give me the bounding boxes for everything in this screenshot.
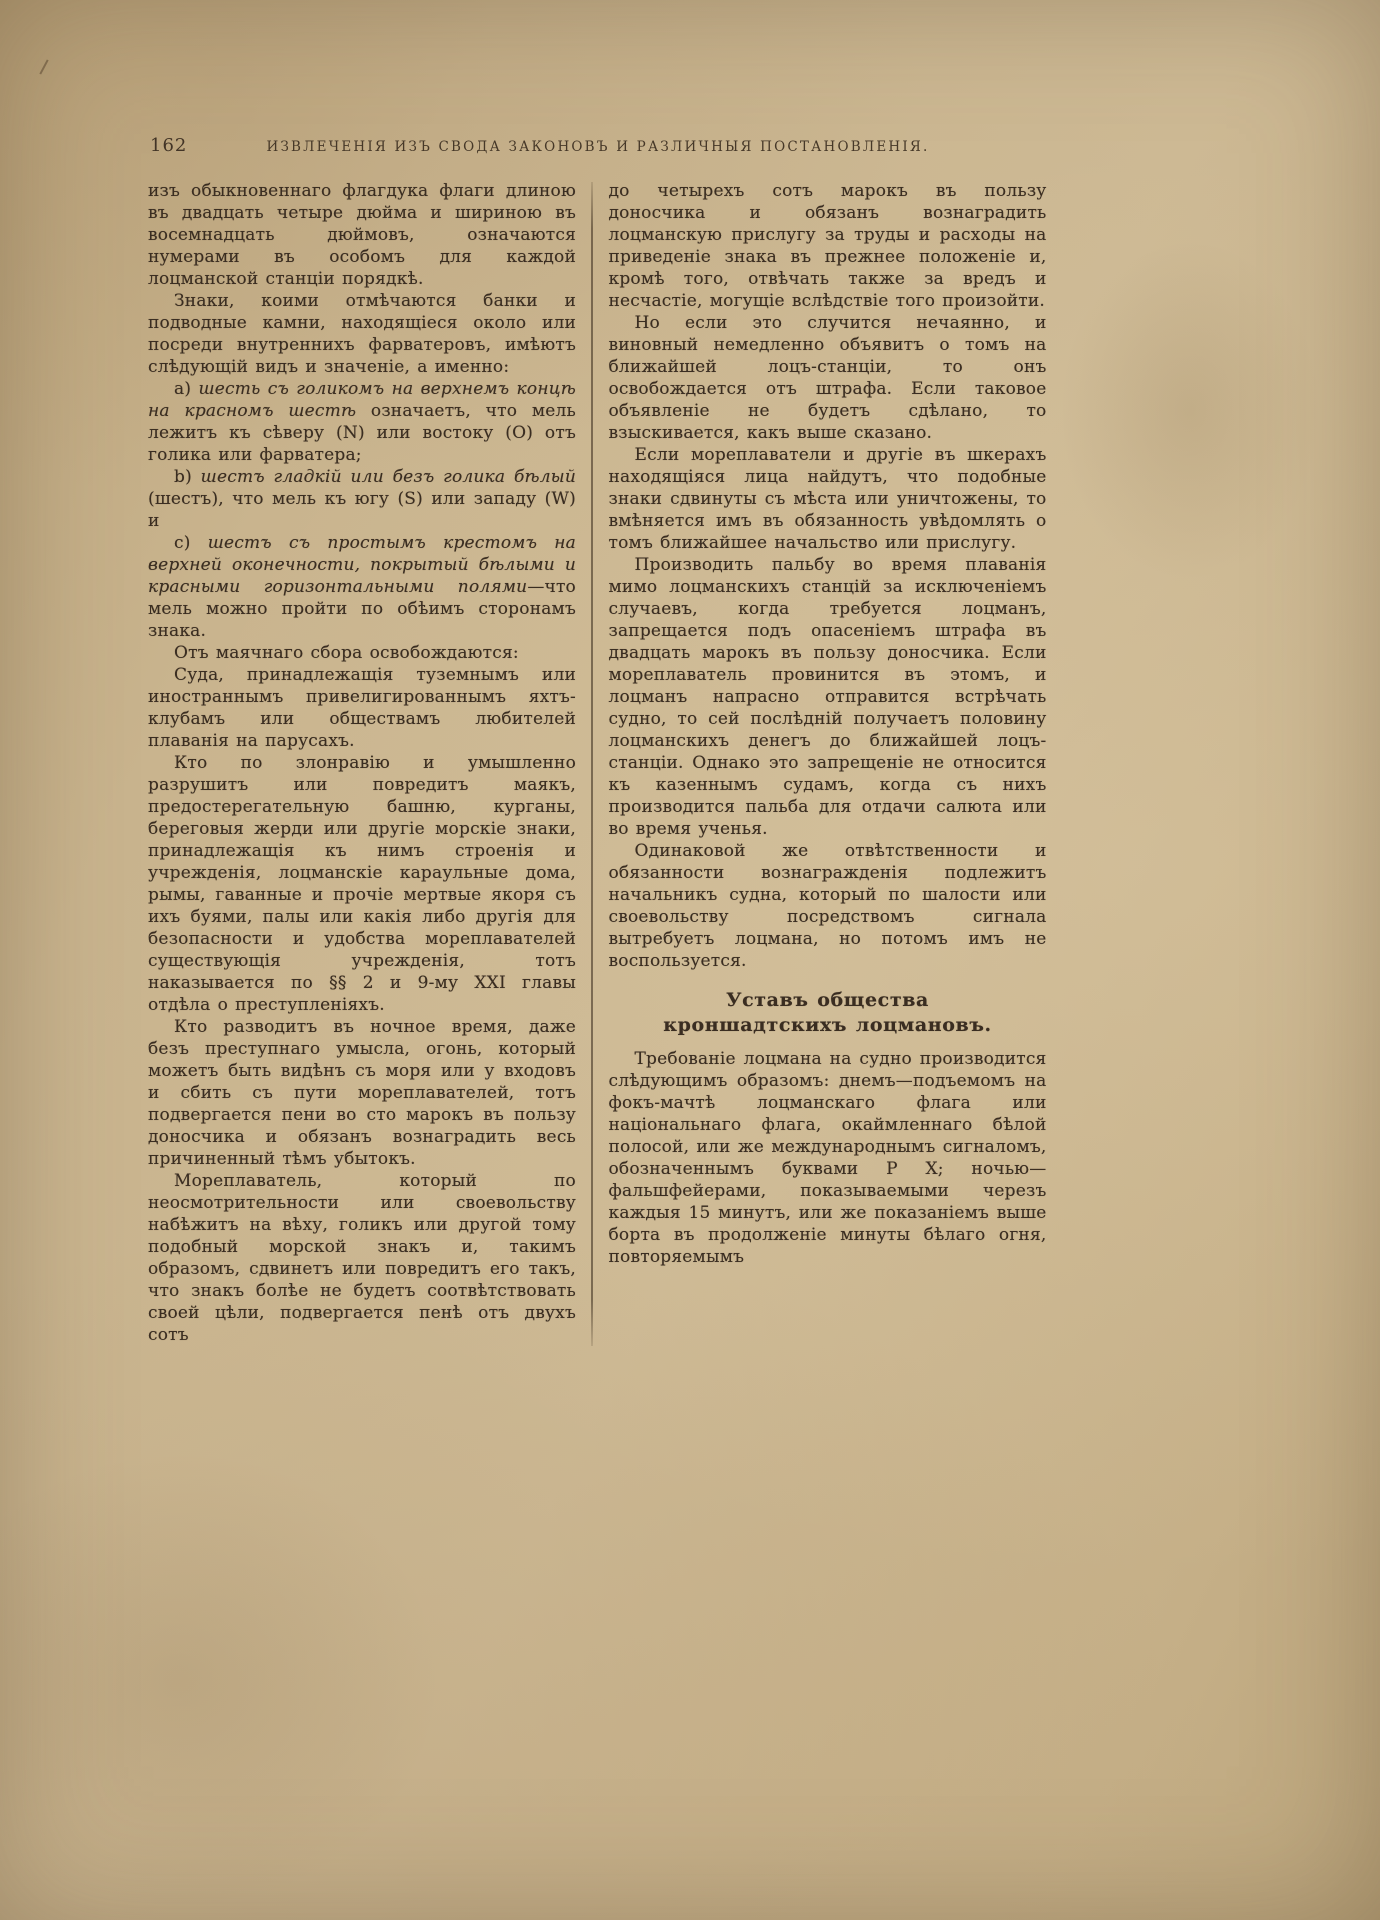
page-number: 162 (150, 135, 188, 156)
scan-artifact (39, 59, 48, 74)
section-heading (635, 988, 1021, 1038)
text-segment: а) (174, 379, 199, 399)
text-segment: Мореплаватель, который по неосмотрительности или своевольству набѣжитъ на вѣху, голикъ или другой тому подобный морской знакъ и, такимъ образомъ, сдвинетъ или повредитъ его такъ, что знакъ болѣе не будетъ соотвѣтствовать своей цѣли, подвергается пенѣ отъ двухъ сотъ (148, 1171, 576, 1345)
text-segment: —что мель можно пройти по обѣимъ сторонамъ знака. (148, 577, 576, 641)
italic-text-segment: шестъ съ простымъ крестомъ на верхней оконечности, покрытый бѣлыми и красными горизонтальными полями (148, 533, 576, 597)
paragraph (148, 664, 576, 752)
paragraph (148, 642, 576, 664)
paragraph (148, 1016, 576, 1170)
italic-text-segment: шестъ гладкій или безъ голика бѣлый (200, 467, 576, 487)
paragraph (609, 180, 1047, 312)
paragraph (148, 466, 576, 532)
text-segment: Производить пальбу во время плаванія мимо лоцманскихъ станцій за исключеніемъ случаевъ, когда требуется лоцманъ, запрещается подъ опасеніемъ штрафа въ двадцать марокъ въ пользу доносчика. Если мореплаватель провинится въ этомъ, и лоцманъ напрасно отправится встрѣчать судно, то сей послѣдній получаетъ половину лоцманскихъ денегъ до ближайшей лоцъ-станціи. Однако это запрещеніе не относится къ казеннымъ судамъ, когда съ нихъ производится пальба для отдачи салюта или во время ученья. (608, 555, 1047, 839)
page-header (148, 134, 1048, 160)
text-segment: Суда, принадлежащія туземнымъ или иностраннымъ привелигированнымъ яхтъ-клубамъ или обществамъ любителей плаванія на парусахъ. (148, 665, 576, 751)
text-segment: c) (174, 533, 208, 553)
text-segment: Требованіе лоцмана на судно производится слѣдующимъ образомъ: днемъ—подъемомъ на фокъ-мачтѣ лоцманскаго флага или національнаго флага, окаймленнаго бѣлой полосой, или же международнымъ сигналомъ, обозначеннымъ буквами P X; ночью—фальшфейерами, показываемыми черезъ каждыя 15 минутъ, или же показаніемъ выше борта въ продолженіе минуты бѣлаго огня, повторяемымъ (608, 1049, 1047, 1267)
column-divider (591, 182, 593, 1346)
paragraph (609, 1048, 1047, 1268)
paragraph (609, 554, 1047, 840)
text-segment: Знаки, коими отмѣчаются банки и подводные камни, находящіеся около или посреди внутреннихъ фарватеровъ, имѣютъ слѣдующій видъ и значеніе, а именно: (148, 291, 576, 377)
paragraph (148, 378, 576, 466)
paper-stain (0, 1450, 440, 1910)
text-segment: до четырехъ сотъ марокъ въ пользу доносчика и обязанъ вознаградить лоцманскую прислугу за труды и расходы на приведеніе знака въ прежнее положеніе и, кромѣ того, отвѣчать также за вредъ и несчастіе, могущіе вслѣдствіе того произойти. (608, 181, 1047, 311)
page-content (148, 134, 1048, 1346)
running-header: ИЗВЛЕЧЕНІЯ ИЗЪ СВОДА ЗАКОНОВЪ И РАЗЛИЧНЫЯ ПОСТАНОВЛЕНІЯ. (266, 139, 930, 155)
text-segment: Если мореплаватели и другіе въ шкерахъ находящіяся лица найдутъ, что подобные знаки сдвинуты съ мѣста или уничтожены, то вмѣняется имъ въ обязанность увѣдомлять о томъ ближайшее начальство или прислугу. (608, 445, 1047, 553)
text-segment: Кто разводитъ въ ночное время, даже безъ преступнаго умысла, огонь, который можетъ быть видѣнъ съ моря или у входовъ и сбить съ пути мореплавателей, тотъ подвергается пени во сто марокъ въ пользу доносчика и обязанъ вознаградить весь причиненный тѣмъ убытокъ. (148, 1017, 576, 1169)
text-segment: означаетъ, что мель лежитъ къ сѣверу (N) или востоку (O) отъ голика или фарватера; (148, 401, 576, 465)
paragraph (609, 840, 1047, 972)
paragraph (609, 444, 1047, 554)
right-column (609, 180, 1047, 1346)
text-segment: Отъ маячнаго сбора освобождаются: (174, 643, 519, 663)
text-segment: (шестъ), что мель къ югу (S) или западу (W) и (148, 489, 576, 531)
paper-stain (1060, 240, 1320, 580)
paragraph (148, 1170, 576, 1346)
text-segment: b) (174, 467, 201, 487)
paragraph (148, 180, 576, 290)
paragraph (148, 752, 576, 1016)
text-segment: Но если это случится нечаянно, и виновный немедленно объявитъ о томъ на ближайшей лоцъ-станціи, то онъ освобождается отъ штрафа. Если таковое объявленіе не будетъ сдѣлано, то взыскивается, какъ выше сказано. (608, 313, 1047, 443)
text-segment: изъ обыкновеннаго флагдука флаги длиною въ двадцать четыре дюйма и шириною въ восемнадцать дюймовъ, означаются нумерами въ особомъ для каждой лоцманской станціи порядкѣ. (148, 181, 576, 289)
paragraph (609, 312, 1047, 444)
italic-text-segment: шесть съ голикомъ на верхнемъ концѣ на красномъ шестѣ (148, 379, 576, 421)
text-columns (148, 180, 1048, 1346)
left-column (148, 180, 576, 1346)
paragraph (148, 532, 576, 642)
text-segment: Кто по злонравію и умышленно разрушитъ или повредитъ маякъ, предостерегательную башню, курганы, береговыя жерди или другіе морскіе знаки, принадлежащія къ нимъ строенія и учрежденія, лоцманскіе караульные дома, рымы, гаванные и прочіе мертвые якоря съ ихъ буями, палы или какія либо другія для безопасности и удобства мореплавателей существующія учрежденія, тотъ наказывается по §§ 2 и 9-му XXI главы отдѣла о преступленіяхъ. (148, 753, 576, 1015)
text-segment: Одинаковой же отвѣтственности и обязанности вознагражденія подлежитъ начальникъ судна, который по шалости или своевольству посредствомъ сигнала вытребуетъ лоцмана, но потомъ имъ не воспользуется. (608, 841, 1047, 971)
text-segment: Уставъ общества кроншадтскихъ лоцмановъ. (663, 989, 992, 1036)
paragraph (148, 290, 576, 378)
